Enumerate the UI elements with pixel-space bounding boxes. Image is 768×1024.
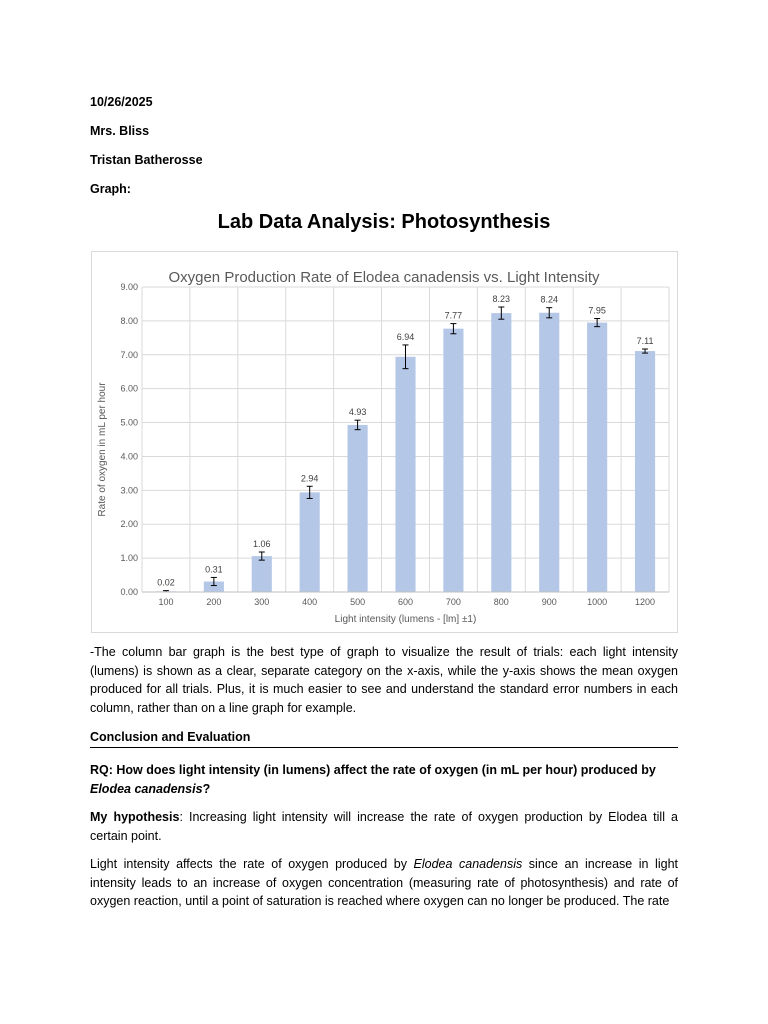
- rq-species: Elodea canadensis: [90, 781, 203, 796]
- date-line: 10/26/2025: [90, 95, 153, 109]
- conclusion-species: Elodea canadensis: [413, 857, 523, 871]
- hypothesis-text: : Increasing light intensity will increase the rate of oxygen production by Elodea till a certain point.: [90, 810, 679, 843]
- chart-title: Oxygen Production Rate of Elodea canadensis vs. Light Intensity: [168, 269, 600, 286]
- y-tick-label: 2.00: [120, 519, 138, 530]
- conclusion-heading: Conclusion and Evaluation: [90, 730, 678, 748]
- graph-reason-paragraph: -The column bar graph is the best type of graph to visualize the result of trials: each light intensity (lumens) is shown as a clear, separate category on the x-axis, while the y-axis shows the mean oxygen produced for all trials. Plus, it is much easier to see and understand the standard error numbers in each column, rather than on a line graph for example.: [90, 645, 678, 715]
- x-tick-label: 400: [302, 597, 318, 607]
- rq-lead: RQ: How does light intensity (in lumens) affect the rate of oxygen (in mL per hour) produced by: [90, 763, 656, 777]
- x-tick-label: 700: [445, 597, 461, 607]
- x-tick-label: 300: [254, 597, 270, 607]
- y-axis-label: Rate of oxygen in mL per hour: [97, 382, 108, 517]
- chart-frame: [91, 251, 678, 633]
- y-tick-label: 4.00: [120, 451, 138, 462]
- hypothesis-paragraph: [90, 808, 678, 845]
- bar: [539, 313, 559, 592]
- y-tick-label: 8.00: [120, 315, 138, 326]
- bar: [587, 323, 607, 592]
- y-tick-label: 6.00: [120, 383, 138, 394]
- conclusion-lead: Light intensity affects the rate of oxygen produced by: [90, 857, 414, 871]
- x-tick-label: 1200: [635, 597, 656, 607]
- teacher-line: Mrs. Bliss: [90, 124, 150, 138]
- y-tick-label: 9.00: [120, 282, 138, 292]
- data-label: 7.77: [444, 310, 463, 321]
- data-label: 1.06: [253, 539, 271, 550]
- x-tick-label: 500: [350, 597, 366, 607]
- x-tick-label: 1000: [587, 597, 608, 607]
- hypothesis-label: My hypothesis: [90, 810, 180, 824]
- graph-label: Graph:: [90, 182, 131, 196]
- y-tick-label: 7.00: [120, 349, 138, 360]
- research-question: [90, 761, 678, 798]
- data-label: 0.02: [157, 577, 175, 588]
- y-tick-label: 0.00: [120, 587, 138, 597]
- y-tick-label: 1.00: [120, 553, 138, 564]
- x-axis-label: Light intensity (lumens - [lm] ±1): [334, 614, 477, 625]
- data-label: 0.31: [205, 564, 223, 575]
- bar: [252, 556, 272, 592]
- x-tick-label: 100: [158, 597, 174, 607]
- data-label: 2.94: [300, 473, 319, 484]
- x-tick-label: 800: [493, 597, 509, 607]
- y-tick-label: 3.00: [120, 485, 138, 496]
- bar: [443, 329, 463, 592]
- data-label: 4.93: [348, 407, 367, 418]
- bar: [491, 313, 511, 592]
- data-label: 8.24: [540, 294, 558, 305]
- conclusion-paragraph: [90, 855, 678, 911]
- data-label: 8.23: [492, 293, 511, 304]
- rq-end: ?: [202, 781, 211, 796]
- oxygen-bar-chart: [92, 252, 677, 632]
- x-tick-label: 600: [397, 597, 414, 607]
- data-label: 7.11: [636, 336, 654, 347]
- bar: [635, 351, 655, 592]
- data-label: 7.95: [588, 305, 606, 316]
- page-title: Lab Data Analysis: Photosynthesis: [217, 211, 551, 233]
- bar: [348, 425, 368, 592]
- data-label: 6.94: [396, 331, 415, 342]
- bar: [395, 357, 415, 592]
- bar: [300, 492, 320, 592]
- x-tick-label: 900: [541, 597, 557, 607]
- student-line: Tristan Batherosse: [90, 153, 203, 167]
- y-tick-label: 5.00: [120, 417, 138, 428]
- conclusion-text: since an increase in light intensity leads to an increase of oxygen concentration (measuring rate of photosynthesis) and rate of oxygen reaction, until a point of saturation is reached where oxygen can no longer be produced. The rate: [90, 857, 678, 908]
- x-tick-label: 200: [206, 597, 222, 607]
